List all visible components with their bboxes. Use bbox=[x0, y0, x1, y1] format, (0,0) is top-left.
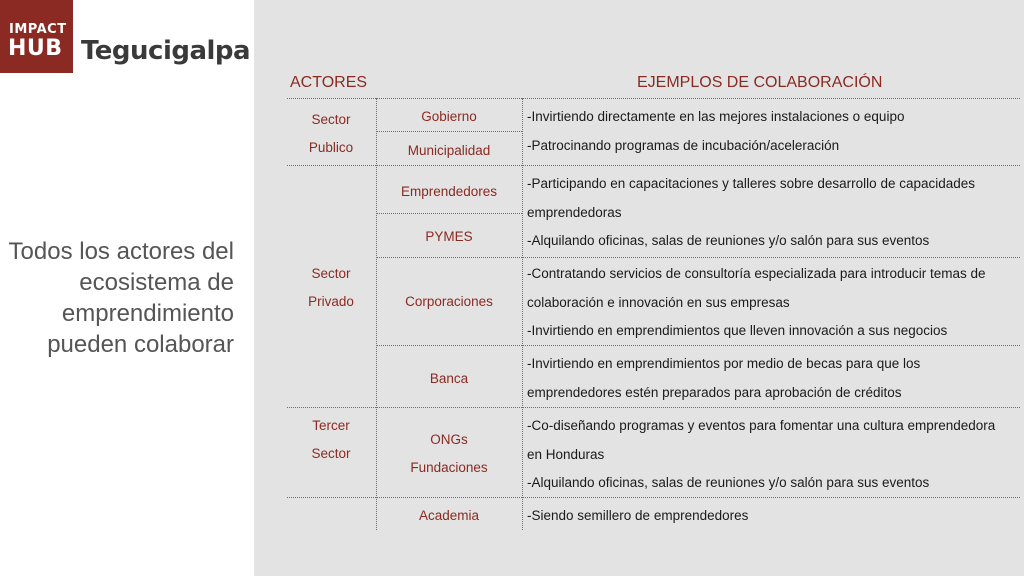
actor-cell: Municipalidad bbox=[407, 143, 491, 158]
row-divider bbox=[376, 131, 522, 132]
sector-cell bbox=[288, 412, 374, 468]
actor-cell: PYMES bbox=[425, 229, 473, 244]
example-line: -Siendo semillero de emprendedores bbox=[527, 508, 749, 523]
row-divider bbox=[287, 98, 1020, 99]
example-block bbox=[527, 412, 1017, 498]
example-line: -Alquilando oficinas, salas de reuniones y/o salón para sus eventos bbox=[527, 475, 930, 490]
example-line: -Contratando servicios de consultoría especializada para introducir temas de bbox=[527, 266, 986, 281]
logo-line-2: HUB bbox=[8, 36, 63, 61]
sector-line: Publico bbox=[308, 140, 354, 155]
sector-cell bbox=[288, 260, 374, 316]
column-divider bbox=[522, 98, 523, 530]
actor-cell: Corporaciones bbox=[405, 294, 493, 309]
example-block bbox=[527, 502, 1017, 531]
example-line: -Invirtiendo directamente en las mejores instalaciones o equipo bbox=[527, 109, 905, 124]
example-line: colaboración e innovación en sus empresas bbox=[527, 294, 790, 310]
row-divider bbox=[287, 165, 1020, 166]
sector-line: Sector bbox=[311, 266, 351, 281]
example-line: emprendedoras bbox=[527, 204, 622, 220]
header-actores: ACTORES bbox=[290, 74, 368, 91]
example-line: emprendedores estén preparados para aprobación de créditos bbox=[527, 384, 902, 400]
example-line: -Co-diseñando programas y eventos para fomentar una cultura emprendedora bbox=[527, 418, 996, 433]
actor-cell: Banca bbox=[429, 371, 469, 386]
example-block bbox=[527, 350, 1017, 407]
actor-cell: Academia bbox=[418, 508, 480, 523]
example-block bbox=[527, 103, 1017, 160]
row-divider bbox=[287, 407, 1020, 408]
row-divider bbox=[376, 213, 522, 214]
sector-line: Privado bbox=[308, 294, 354, 309]
logo-city: Tegucigalpa bbox=[81, 36, 251, 66]
actor-cell: Fundaciones bbox=[410, 460, 488, 475]
sector-line: Sector bbox=[311, 446, 351, 461]
example-line: -Patrocinando programas de incubación/aceleración bbox=[527, 137, 840, 153]
example-line: -Invirtiendo en emprendimientos por medio de becas para que los bbox=[527, 356, 921, 371]
example-line: -Participando en capacitaciones y talleres sobre desarrollo de capacidades bbox=[527, 176, 976, 191]
example-block bbox=[527, 170, 1017, 256]
header-ejemplos: EJEMPLOS DE COLABORACIÓN bbox=[637, 74, 883, 91]
actor-cell: Gobierno bbox=[421, 109, 477, 124]
sector-line: Sector bbox=[311, 112, 351, 127]
sector-cell bbox=[288, 106, 374, 162]
example-line: -Invirtiendo en emprendimientos que lleven innovación a sus negocios bbox=[527, 323, 948, 338]
actor-cell: Emprendedores bbox=[400, 184, 498, 199]
row-divider bbox=[376, 257, 1020, 258]
sector-line: Tercer bbox=[312, 418, 350, 433]
example-line: -Alquilando oficinas, salas de reuniones y/o salón para sus eventos bbox=[527, 233, 930, 248]
example-line: en Honduras bbox=[527, 446, 605, 462]
example-block bbox=[527, 260, 1017, 346]
actor-cell: ONGs bbox=[430, 432, 468, 447]
slide-tagline: Todos los actores del ecosistema de emprendimiento pueden colaborar bbox=[8, 238, 234, 358]
logo-line-1: IMPACT bbox=[9, 22, 67, 37]
impact-hub-logo bbox=[0, 0, 73, 73]
